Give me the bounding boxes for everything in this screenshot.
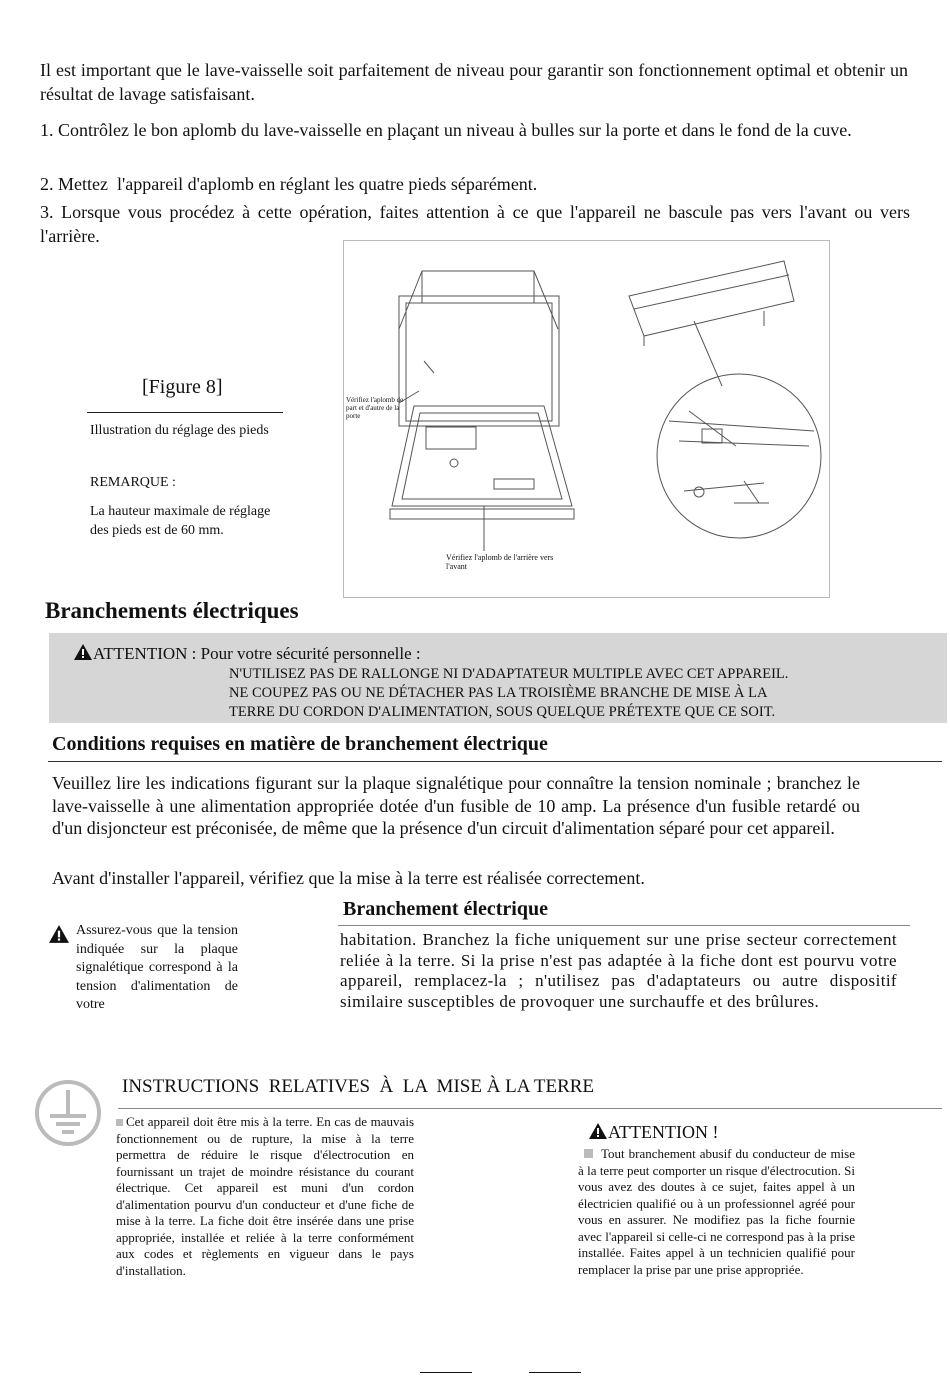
- warning-triangle-icon: [73, 643, 93, 661]
- intro-paragraph: Il est important que le lave-vaisselle soit parfaitement de niveau pour garantir son fonctionnement optimal et obtenir un résultat de lavage satisfaisant.: [40, 60, 908, 104]
- attention-box: [49, 633, 947, 723]
- footer-line-right: [529, 1372, 581, 1373]
- step-1: 1. Contrôlez le bon aplomb du lave-vaisselle en plaçant un niveau à bulles sur la porte et dans le fond de la cuve.: [40, 120, 852, 140]
- requirements-paragraph: Veuillez lire les indications figurant sur la plaque signalétique pour connaître la tension nominale ; branchez le lave-vaisselle à une alimentation appropriée dotée d'un fusible de 10 amp. La présence d'un fusible retardé ou d'un disjoncteur est préconisée, de même que la présence d'un circuit d'alimentation séparé pour cet appareil.: [52, 773, 860, 838]
- connection-side-note: Assurez-vous que la tension indiquée sur la plaque signalétique correspond à la tension d'alimentation de votre: [76, 923, 238, 1012]
- grounding-left-text: [116, 1114, 414, 1279]
- figure-caption: Illustration du réglage des pieds: [90, 423, 269, 438]
- grounding-right-body: Tout branchement abusif du conducteur de mise à la terre peut comporter un risque d'électrocution. Si vous avez des doutes à ce sujet, faites appel à un électricien qualifié ou à un professionnel agréé pour vous en assurer. Ne modifiez pas la fiche fournie avec l'appareil si celle-ci ne correspond pas à la prise installée. Faites appel à un technicien qualifié pour remplacer la prise par une prise appropriée.: [578, 1146, 855, 1277]
- requirements-grounding-note: Avant d'installer l'appareil, vérifiez que la mise à la terre est réalisée correctement.: [52, 868, 645, 888]
- requirements-title: Conditions requises en matière de branchement électrique: [52, 733, 548, 755]
- grounding-divider: [118, 1108, 942, 1109]
- leveling-figure: [343, 240, 830, 598]
- grounding-right-text: [578, 1146, 855, 1278]
- remark-title: REMARQUE :: [90, 475, 176, 490]
- attention-line-1: N'UTILISEZ PAS DE RALLONGE NI D'ADAPTATEUR MULTIPLE AVEC CET APPAREIL.: [229, 666, 789, 682]
- attention-lead: Pour votre sécurité personnelle :: [200, 644, 421, 663]
- callout-door: Vérifiez l'aplomb de part et d'autre de la porte: [346, 396, 404, 420]
- attention-heading: [73, 643, 421, 664]
- grounding-left-body: Cet appareil doit être mis à la terre. En cas de mauvais fonctionnement ou de rupture, la mise à la terre permettra de réduire le risque d'électrocution en fournissant un trajet de moindre résistance du courant électrique. Cet appareil est muni d'un cordon d'alimentation pourvu d'un conducteur et d'une fiche de mise à la terre. La fiche doit être insérée dans une prise appropriée, installée et reliée à la terre conformément aux codes et règlements en vigueur dans le pays d'installation.: [116, 1114, 414, 1278]
- connection-text: habitation. Branchez la fiche uniquement sur une prise secteur correctement reliée à la terre. Si la prise n'est pas adaptée à la fiche dont est pourvu votre appareil, remplacez-la ; n'utilisez pas d'adaptateurs ou autre dispositif similaire susceptibles de provoquer une surchauffe et des brûlures.: [340, 930, 897, 1011]
- ground-symbol-icon: [33, 1078, 103, 1148]
- grounding-attention-label: ATTENTION !: [608, 1122, 719, 1142]
- grounding-attention-heading: [588, 1122, 718, 1143]
- dishwasher-drawing: [344, 241, 829, 597]
- bullet-square-icon: [584, 1149, 593, 1158]
- warning-triangle-icon: [588, 1122, 608, 1140]
- warning-triangle-icon: [47, 924, 71, 944]
- step-3: 3. Lorsque vous procédez à cette opération, faites attention à ce que l'appareil ne bascule pas vers l'avant ou vers l'arrière.: [40, 202, 910, 246]
- connection-title: Branchement électrique: [343, 898, 548, 920]
- figure-label: [Figure 8]: [142, 376, 223, 398]
- figure-divider: [87, 412, 283, 413]
- footer-line-left: [420, 1372, 472, 1373]
- attention-line-2: NE COUPEZ PAS OU NE DÉTACHER PAS LA TROISIÈME BRANCHE DE MISE À LA: [229, 685, 768, 701]
- grounding-title: INSTRUCTIONS RELATIVES À LA MISE À LA TERRE: [122, 1076, 595, 1097]
- attention-line-3: TERRE DU CORDON D'ALIMENTATION, SOUS QUELQUE PRÉTEXTE QUE CE SOIT.: [229, 704, 776, 720]
- callout-back: Vérifiez l'aplomb de l'arrière vers l'avant: [446, 553, 554, 571]
- remark-text: La hauteur maximale de réglage des pieds est de 60 mm.: [90, 504, 271, 538]
- bullet-square-icon: [116, 1119, 123, 1126]
- section-title-electrical: Branchements électriques: [45, 598, 299, 623]
- connection-divider: [338, 925, 910, 926]
- attention-label: ATTENTION :: [93, 644, 197, 663]
- requirements-divider: [48, 761, 942, 762]
- step-2: 2. Mettez l'appareil d'aplomb en réglant les quatre pieds séparément.: [40, 174, 538, 194]
